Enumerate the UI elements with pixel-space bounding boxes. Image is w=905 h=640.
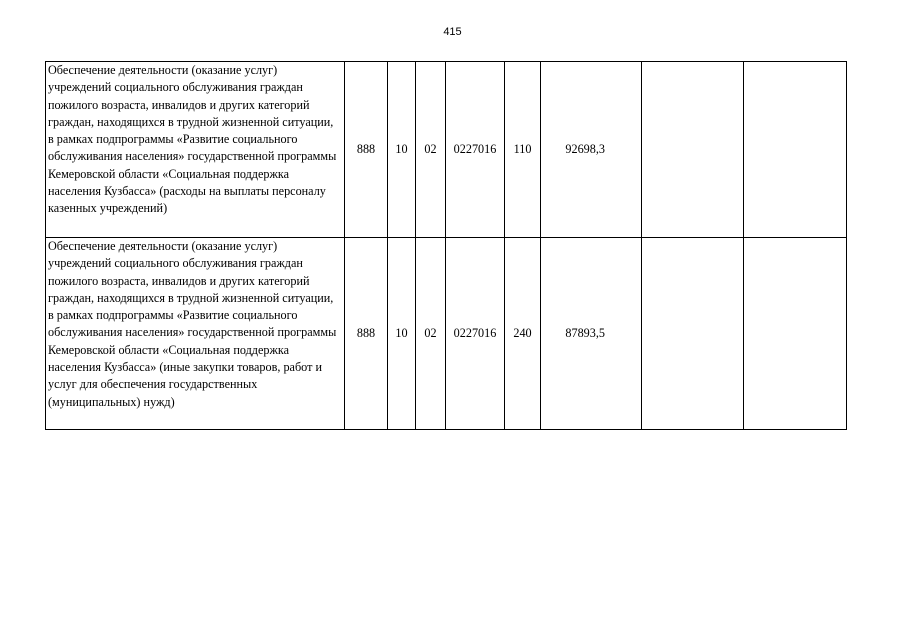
section-code-cell: 10 <box>388 238 416 430</box>
expense-description-cell: Обеспечение деятельности (оказание услуг) учреждений социального обслуживания граждан пожилого возраста, инвалидов и других категорий граждан, находящихся в трудной жизненной ситуации, в рамках подпрограммы «Развитие социального обслуживания населения» государственной программы Кемеровской области «Социальная поддержка населения Кузбасса» (расходы на выплаты персоналу казенных учреждений) <box>46 62 345 238</box>
expense-type-cell: 110 <box>505 62 541 238</box>
ministry-code-cell: 888 <box>345 62 388 238</box>
empty-cell <box>744 238 847 430</box>
table-row <box>46 238 847 430</box>
empty-cell <box>642 238 744 430</box>
target-article-cell: 0227016 <box>446 238 505 430</box>
ministry-code-cell: 888 <box>345 238 388 430</box>
expense-type-cell: 240 <box>505 238 541 430</box>
empty-cell <box>642 62 744 238</box>
amount-cell: 87893,5 <box>541 238 642 430</box>
expense-description-cell: Обеспечение деятельности (оказание услуг) учреждений социального обслуживания граждан пожилого возраста, инвалидов и других категорий граждан, находящихся в трудной жизненной ситуации, в рамках подпрограммы «Развитие социального обслуживания населения» государственной программы Кемеровской области «Социальная поддержка населения Кузбасса» (иные закупки товаров, работ и услуг для обеспечения государственных (муниципальных) нужд) <box>46 238 345 430</box>
target-article-cell: 0227016 <box>446 62 505 238</box>
table-row <box>46 62 847 238</box>
budget-table <box>45 61 847 430</box>
subsection-code-cell: 02 <box>416 238 446 430</box>
subsection-code-cell: 02 <box>416 62 446 238</box>
section-code-cell: 10 <box>388 62 416 238</box>
page-number: 415 <box>443 26 462 38</box>
amount-cell: 92698,3 <box>541 62 642 238</box>
empty-cell <box>744 62 847 238</box>
